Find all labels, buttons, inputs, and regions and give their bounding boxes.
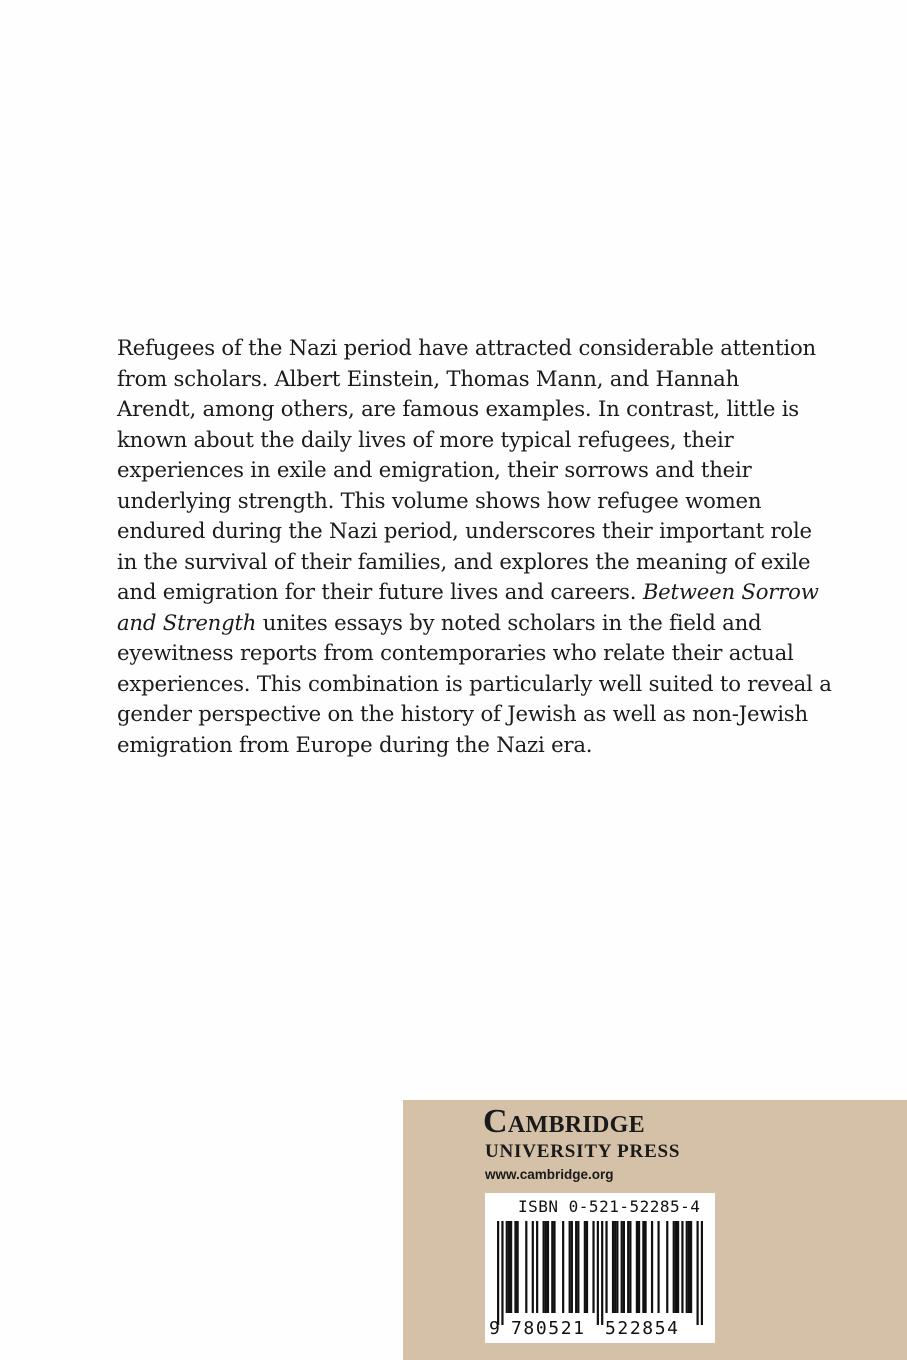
publisher-name: Cambridge [483,1103,645,1140]
back-cover-blurb [117,333,832,760]
barcode-bar [614,1221,616,1313]
barcode-bar [545,1221,547,1313]
barcode-bar [666,1221,668,1313]
barcode-guard-bar [701,1221,703,1325]
barcode-bar [642,1221,644,1313]
publisher-url: www.cambridge.org [485,1167,614,1182]
blurb-line-9 [117,577,819,608]
blurb-line-10-text: unites essays by noted scholars in the field and [256,609,762,635]
publisher-panel [403,1100,907,1360]
barcode-bar [584,1221,586,1313]
blurb-line-12: experiences. This combination is particularly well suited to reveal a [117,670,832,696]
barcode-guard-bar [501,1221,503,1325]
barcode-bar [592,1221,594,1313]
barcode-bar [517,1221,519,1313]
blurb-line-1: Refugees of the Nazi period have attracted considerable attention [117,335,816,360]
blurb-line-7: endured during the Nazi period, underscores their important role [117,518,812,543]
barcode-bar [510,1221,512,1313]
barcode-bar [644,1221,646,1313]
barcode-bar [547,1221,549,1313]
blurb-line-14: emigration from Europe during the Nazi era. [117,731,593,757]
blurb-line-4: known about the daily lives of more typical refugees, their [117,426,734,452]
barcode-bar [651,1221,653,1313]
barcode-bar [543,1221,545,1313]
barcode-bar [612,1221,614,1313]
blurb-line-6: underlying strength. This volume shows how refugee women [117,487,762,513]
barcode-bar [571,1221,573,1313]
blurb-line-8: in the survival of their families, and explores the meaning of exile [117,548,811,574]
barcode-bar [569,1221,571,1313]
barcode-bar [616,1221,618,1313]
barcode-bar [551,1221,553,1313]
blurb-line-2: from scholars. Albert Einstein, Thomas Mann, and Hannah [117,365,740,391]
barcode-bar [629,1221,631,1313]
barcode-bar [621,1221,623,1313]
isbn-label: ISBN 0-521-52285-4 [518,1197,701,1216]
barcode-bar [605,1221,607,1313]
blurb-line-3: Arendt, among others, are famous examples. In contrast, little is [117,396,799,421]
publisher-subtitle: UNIVERSITY PRESS [485,1141,681,1162]
blurb-line-13: gender perspective on the history of Jewish as well as non-Jewish [117,701,808,726]
barcode-bar [514,1221,516,1313]
barcode-guard-bar [601,1221,603,1325]
barcode-bar [636,1221,638,1313]
blurb-line-11: eyewitness reports from contemporaries who relate their actual [117,640,794,665]
ean-first-digit: 9 [489,1318,500,1339]
barcode-bar [681,1221,683,1313]
isbn-barcode [485,1193,715,1343]
barcode-bar [686,1221,688,1313]
blurb-line-10 [117,608,797,639]
barcode-bar [553,1221,555,1313]
barcode-bar [525,1221,527,1313]
blurb-line-9-text: and emigration for their future lives and careers. [117,579,637,604]
barcode-bar [623,1221,625,1313]
barcode-guard-bar [497,1221,499,1325]
barcode-bar [638,1221,640,1313]
barcode-bar [688,1221,690,1313]
barcode-bar [532,1221,534,1313]
barcode-bar [586,1221,588,1313]
ean-group-2: 522854 [605,1318,680,1339]
barcode-bar [675,1221,677,1313]
blurb-line-5: experiences in exile and emigration, their sorrows and their [117,457,752,482]
book-title-italic-1: Between Sorrow [642,579,819,604]
barcode-bar [690,1221,692,1313]
book-title-italic-2: and Strength [117,609,257,635]
barcode-guard-bar [696,1221,698,1325]
barcode-bars [497,1221,703,1325]
barcode-bar [577,1221,579,1313]
barcode-bar [506,1221,508,1313]
barcode-bar [536,1221,538,1313]
barcode-bar [562,1221,564,1313]
barcode-bar [627,1221,629,1313]
barcode-guard-bar [597,1221,599,1325]
ean-group-1: 780521 [511,1318,586,1339]
barcode-bar [677,1221,679,1313]
barcode-bar [575,1221,577,1313]
barcode-bar [673,1221,675,1313]
barcode-bar [508,1221,510,1313]
barcode-bar [657,1221,659,1313]
